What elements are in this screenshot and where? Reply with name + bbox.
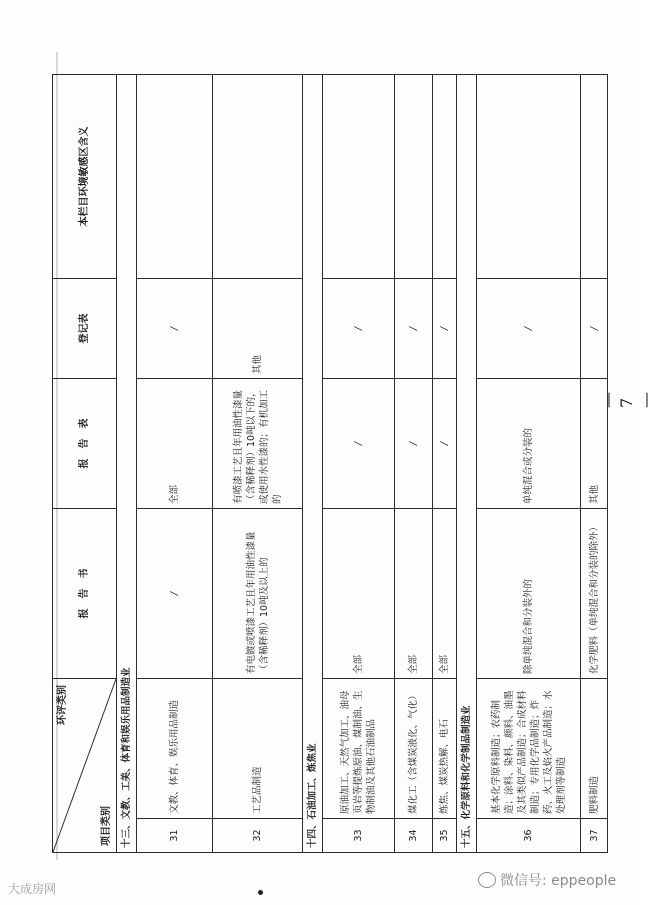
table-row xyxy=(213,75,303,853)
header-category-bottom: 项目类别 xyxy=(101,806,112,846)
row-sensitive-area xyxy=(395,75,433,279)
row-project-name: 原油加工、天然气加工、油母页岩等提炼原油、煤制油、生物制油及其他石油制品 xyxy=(323,679,395,819)
row-registration: / xyxy=(323,279,395,379)
row-project-name: 肥料制造 xyxy=(581,679,608,819)
row-number: 35 xyxy=(433,819,457,853)
row-registration: / xyxy=(137,279,213,379)
row-report-book: 全部 xyxy=(433,509,457,679)
row-report-book: 除单纯混合和分装外的 xyxy=(477,509,581,679)
category-table xyxy=(52,74,608,853)
row-number: 32 xyxy=(213,819,303,853)
header-sensitive-area: 本栏目环境敏感区含义 xyxy=(53,75,117,279)
row-project-name: 炼焦、煤炭热解、电石 xyxy=(433,679,457,819)
row-report-form: / xyxy=(323,379,395,509)
header-report-book: 报 告 书 xyxy=(53,509,117,679)
table-row xyxy=(395,75,433,853)
row-sensitive-area xyxy=(433,75,457,279)
row-registration: 其他 xyxy=(213,279,303,379)
table-row xyxy=(137,75,213,853)
row-report-book: 全部 xyxy=(395,509,433,679)
row-sensitive-area xyxy=(477,75,581,279)
row-registration: / xyxy=(477,279,581,379)
row-number: 36 xyxy=(477,819,581,853)
table-row xyxy=(323,75,395,853)
row-project-name: 基本化学原料制造；农药制造；涂料、染料、颜料、油墨及其类似产品制造；合成材料制造；专用化学品制造；炸药、火工及焰火产品制造；水处理剂等制造 xyxy=(477,679,581,819)
row-number: 33 xyxy=(323,819,395,853)
row-report-form: / xyxy=(433,379,457,509)
header-category-top: 环评类别 xyxy=(57,685,68,725)
page-number: — 7 — xyxy=(598,388,655,408)
row-report-book: 有电镀或喷漆工艺且年用油性漆量（含稀释剂）10吨及以上的 xyxy=(213,509,303,679)
row-registration: / xyxy=(433,279,457,379)
table-header-row xyxy=(53,75,117,853)
section-row xyxy=(303,75,323,853)
row-project-name: 文教、体育、娱乐用品制造 xyxy=(137,679,213,819)
row-number: 31 xyxy=(137,819,213,853)
header-diagonal-cell xyxy=(53,679,117,853)
scan-speck xyxy=(258,890,263,895)
row-report-form: 其他 xyxy=(581,379,608,509)
section-title: 十四、石油加工、炼焦业 xyxy=(303,75,323,853)
row-registration: / xyxy=(395,279,433,379)
row-sensitive-area xyxy=(323,75,395,279)
section-row xyxy=(117,75,137,853)
row-report-form: / xyxy=(395,379,433,509)
row-report-book: / xyxy=(137,509,213,679)
header-report-form: 报 告 表 xyxy=(53,379,117,509)
row-sensitive-area xyxy=(137,75,213,279)
row-report-form: 单纯混合或分装的 xyxy=(477,379,581,509)
row-project-name: 煤化工（含煤炭液化、气化） xyxy=(395,679,433,819)
row-sensitive-area xyxy=(213,75,303,279)
row-report-book: 化学肥料（单纯混合和分装的除外） xyxy=(581,509,608,679)
watermark-left: 大成房网 xyxy=(8,882,57,896)
row-number: 34 xyxy=(395,819,433,853)
row-report-form: 有喷漆工艺且年用油性漆量（含稀释剂）10吨以下的，或使用水性漆的；有机加工的 xyxy=(213,379,303,509)
row-project-name: 工艺品制造 xyxy=(213,679,303,819)
section-title: 十五、化学原料和化学制品制造业 xyxy=(457,75,477,853)
table-row xyxy=(433,75,457,853)
wechat-icon xyxy=(478,872,496,888)
section-title: 十三、文教、工美、体育和娱乐用品制造业 xyxy=(117,75,137,853)
row-report-form: 全部 xyxy=(137,379,213,509)
row-report-book: 全部 xyxy=(323,509,395,679)
row-number: 37 xyxy=(581,819,608,853)
watermark-right-text: 微信号: eppeople xyxy=(500,873,617,889)
table-row xyxy=(477,75,581,853)
section-row xyxy=(457,75,477,853)
table-row xyxy=(581,75,608,853)
watermark-right xyxy=(478,870,616,890)
regulation-table-rotated xyxy=(52,75,607,853)
header-registration-form: 登记表 xyxy=(53,279,117,379)
row-registration: / xyxy=(581,279,608,379)
row-sensitive-area xyxy=(581,75,608,279)
